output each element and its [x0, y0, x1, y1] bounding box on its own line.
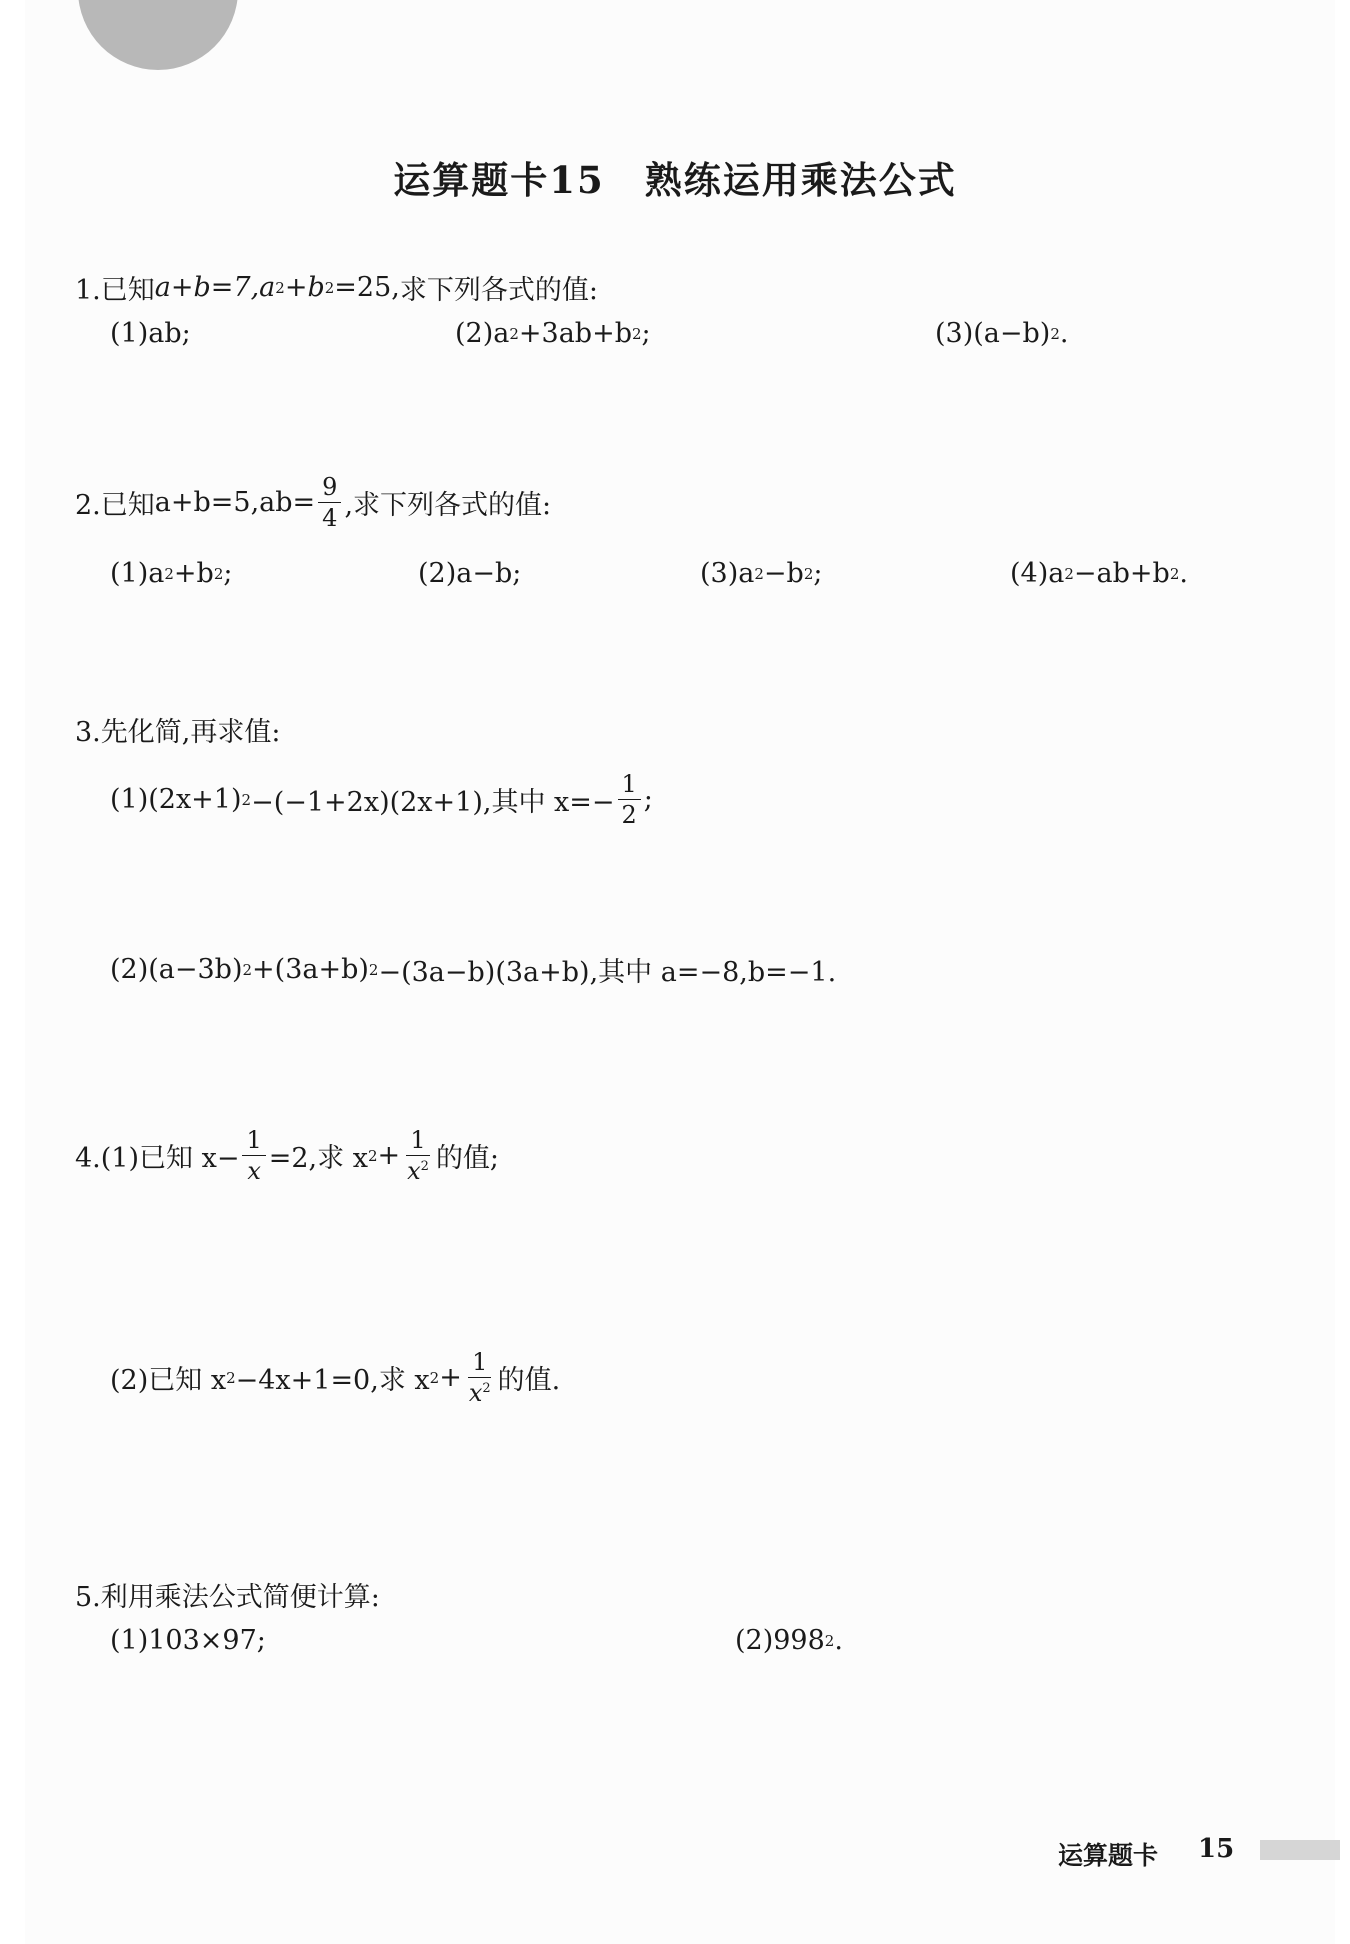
problem-1-part-2: (2)a 2 +3ab+b 2 ;: [455, 318, 651, 349]
problem-5-part-1: (1)103×97;: [110, 1625, 266, 1656]
problem-3-part-1: (1)(2x+1) 2 −(−1+2x)(2x+1),其中 x=− $\frac{1}{2}$ ;: [110, 770, 653, 829]
problem-2-part-4: (4)a 2 −ab+b 2 .: [1010, 558, 1188, 589]
problem-3-heading: 3.先化简,再求值:: [75, 717, 281, 748]
problem-1-part-3: (3)(a−b) 2 .: [935, 318, 1069, 349]
problem-2-statement: 2.已知 a+b=5,ab= $\frac{9}{4}$ ,求下列各式的值:: [75, 473, 552, 532]
problem-2-part-1: (1)a 2 +b 2 ;: [110, 558, 233, 589]
problem-5-part-2: (2)998 2 .: [735, 1625, 843, 1656]
problem-5-heading: 5.利用乘法公式简便计算:: [75, 1582, 380, 1613]
problem-1-statement: 1.已知 a+b=7, a 2 + b 2 =25, 求下列各式的值:: [75, 272, 598, 306]
page-title: [0, 150, 1350, 204]
fraction-1-over-2: $\frac{1}{2}$: [618, 772, 641, 827]
fraction-1-over-x: $\frac{1}{x}$: [242, 1128, 265, 1183]
footer-tab-decoration: [1260, 1840, 1340, 1860]
fraction-1-over-x-squared: $\frac{1}{x^2}$: [407, 1126, 429, 1185]
title-main: 运算题卡15: [393, 158, 605, 202]
problem-3-part-2: (2)(a−3b) 2 +(3a+b) 2 −(3a−b)(3a+b),其中 a=−8,b=−1.: [110, 954, 837, 988]
fraction-9-over-4: $\frac{9}{4}$: [318, 475, 341, 530]
fraction-1-over-x-squared-2: $\frac{1}{x^2}$: [468, 1348, 491, 1407]
problem-4-part-1: 4.(1)已知 x− $\frac{1}{x}$ =2,求 x 2 + $\frac{1}{x^2}$ 的值;: [75, 1126, 500, 1185]
title-sub: 熟练运用乘法公式: [644, 158, 957, 202]
page-number: 15: [1198, 1834, 1235, 1864]
footer-label: 运算题卡: [1058, 1841, 1159, 1870]
problem-1-part-1: (1)ab;: [110, 318, 191, 349]
problem-4-part-2: (2)已知 x 2 −4x+1=0,求 x 2 + $\frac{1}{x^2}$ 的值.: [110, 1348, 561, 1407]
problem-2-part-2: (2)a−b;: [418, 558, 522, 589]
problem-2-part-3: (3)a 2 −b 2 ;: [700, 558, 823, 589]
